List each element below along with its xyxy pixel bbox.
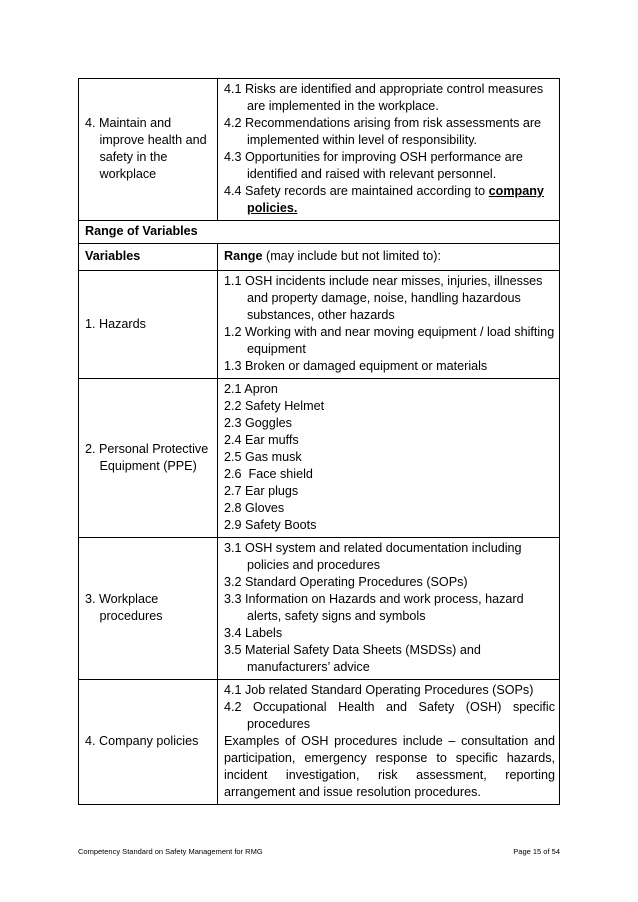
variable-label-cell [79, 271, 218, 379]
range-item: 3.3 Information on Hazards and work process, hazard alerts, safety signs and symbols [224, 592, 524, 623]
range-header [218, 244, 560, 271]
range-item: 2.9 Safety Boots [224, 518, 317, 532]
range-heading: Range of Variables [79, 221, 560, 244]
range-item: 1.1 OSH incidents include near misses, injuries, illnesses and property damage, noise, handling hazardous substances, other hazards [224, 274, 543, 322]
range-item: 2.1 Apron [224, 382, 278, 396]
variable-label-cell [79, 680, 218, 805]
element-row [79, 79, 560, 221]
range-item: 2.5 Gas musk [224, 450, 302, 464]
page-footer [78, 847, 560, 856]
range-list [224, 381, 555, 534]
criteria-item-text: 4.4 Safety records are maintained according to [224, 184, 489, 198]
range-item: 3.5 Material Safety Data Sheets (MSDSs) and manufacturers’ advice [224, 643, 481, 674]
element-title: 4. Maintain and improve health and safety in the workplace [85, 116, 207, 181]
variable-label-cell [79, 379, 218, 538]
variable-row [79, 271, 560, 379]
range-list [224, 682, 555, 733]
range-item: 2.2 Safety Helmet [224, 399, 325, 413]
variable-range-cell [218, 379, 560, 538]
footer-document-title: Competency Standard on Safety Management for RMG [78, 847, 263, 856]
criteria-item: 4.1 Risks are identified and appropriate control measures are implemented in the workplace. [224, 82, 544, 113]
variable-label: 3. Workplace procedures [85, 592, 163, 623]
column-header-row [79, 244, 560, 271]
element-cell [79, 79, 218, 221]
variable-label-cell [79, 538, 218, 680]
range-header-bold: Range [224, 249, 263, 263]
footer-page-number: Page 15 of 54 [513, 847, 560, 856]
variable-label: 2. Personal Protective Equipment (PPE) [85, 441, 209, 473]
variable-range-cell [218, 538, 560, 680]
variable-label: 1. Hazards [85, 316, 146, 331]
range-item: 3.2 Standard Operating Procedures (SOPs) [224, 575, 468, 589]
range-item: 3.1 OSH system and related documentation including policies and procedures [224, 541, 522, 572]
range-list [224, 540, 555, 676]
range-item: 4.1 Job related Standard Operating Procedures (SOPs) [224, 683, 534, 697]
variable-row [79, 538, 560, 680]
range-heading-row [79, 221, 560, 244]
criteria-cell [218, 79, 560, 221]
range-list [224, 273, 555, 375]
variables-header: Variables [79, 244, 218, 271]
range-item: 2.7 Ear plugs [224, 484, 299, 498]
procedures-examples-note: Examples of OSH procedures include – consultation and participation, emergency response to specific hazards, incident investigation, risk assessment, reporting arrangement and issue resolution procedures. [224, 734, 555, 799]
competency-table [78, 78, 560, 805]
range-item: 1.3 Broken or damaged equipment or materials [224, 359, 488, 373]
variable-row [79, 680, 560, 805]
range-item: 2.4 Ear muffs [224, 433, 299, 447]
range-header-rest: (may include but not limited to): [262, 249, 441, 263]
criteria-list [224, 81, 555, 217]
range-item: 4.2 Occupational Health and Safety (OSH) specific procedures [224, 700, 555, 731]
variable-label: 4. Company policies [85, 734, 199, 748]
range-item: 3.4 Labels [224, 626, 283, 640]
range-item: 1.2 Working with and near moving equipment / load shifting equipment [224, 325, 555, 356]
range-item: 2.6 Face shield [224, 467, 313, 481]
criteria-item [224, 183, 555, 217]
range-item: 2.8 Gloves [224, 501, 285, 515]
criteria-item: 4.3 Opportunities for improving OSH performance are identified and raised with relevant personnel. [224, 150, 523, 181]
variable-row [79, 379, 560, 538]
criteria-item: 4.2 Recommendations arising from risk assessments are implemented within level of responsibility. [224, 116, 542, 147]
company-policies-emphasis: company policies. [247, 184, 544, 215]
variable-range-cell [218, 271, 560, 379]
variable-range-cell [218, 680, 560, 805]
range-item: 2.3 Goggles [224, 416, 292, 430]
